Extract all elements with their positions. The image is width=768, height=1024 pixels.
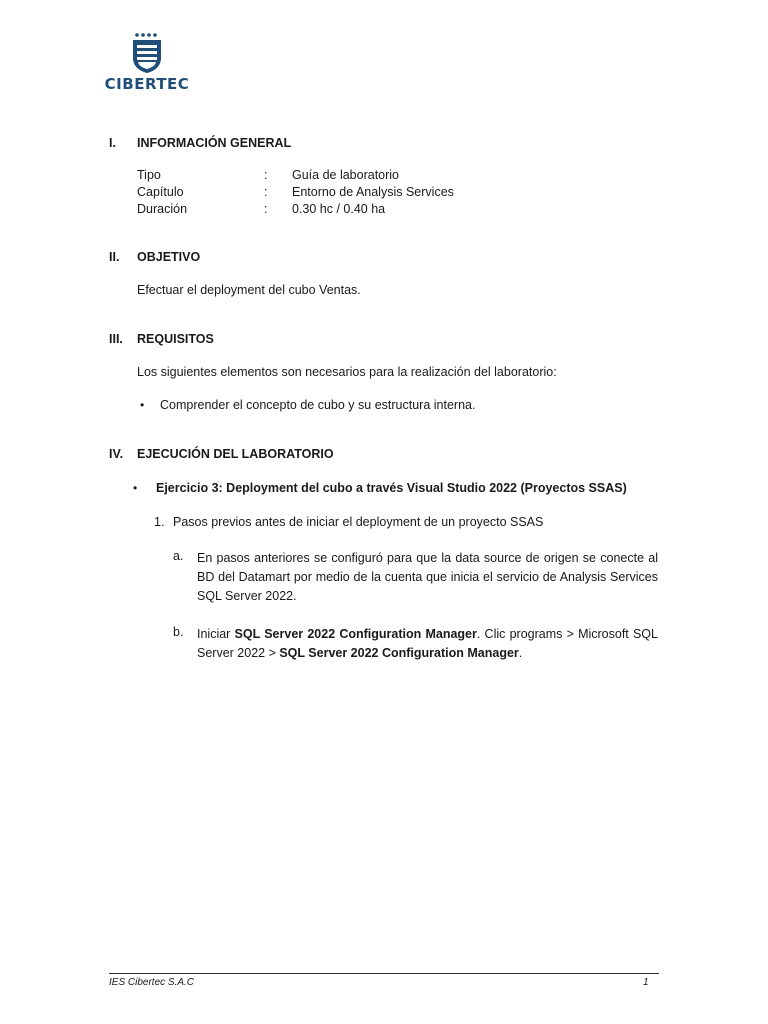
step-number: 1. — [154, 515, 165, 529]
step-text: Pasos previos antes de iniciar el deployment de un proyecto SSAS — [173, 515, 544, 529]
substep-a-text: En pasos anteriores se configuró para que la data source de origen se conecte al BD del Datamart por medio de la cuenta que inicia el servicio de Analysis Services SQL Server 2022. — [197, 551, 658, 603]
substep-b-part: . — [518, 646, 523, 660]
shield-icon — [100, 32, 194, 74]
section-title-objetivo: OBJETIVO — [137, 250, 201, 264]
info-value: 0.30 hc / 0.40 ha — [292, 202, 386, 216]
substep-b-text — [197, 625, 658, 663]
cibertec-logo — [100, 32, 194, 94]
requisitos-intro: Los siguientes elementos son necesarios para la realización del laboratorio: — [137, 365, 557, 379]
section-number: II. — [109, 250, 120, 264]
section-number: III. — [109, 332, 123, 346]
info-separator: : — [264, 202, 268, 216]
info-label: Tipo — [137, 168, 161, 182]
exercise-title: Ejercicio 3: Deployment del cubo a través Visual Studio 2022 (Proyectos SSAS) — [156, 481, 627, 495]
substep-letter: a. — [173, 549, 184, 563]
footer-divider — [109, 973, 659, 974]
objetivo-text: Efectuar el deployment del cubo Ventas. — [137, 283, 361, 297]
info-label: Capítulo — [137, 185, 184, 199]
footer-page-number: 1 — [643, 977, 649, 988]
info-separator: : — [264, 185, 268, 199]
info-value: Guía de laboratorio — [292, 168, 400, 182]
info-separator: : — [264, 168, 268, 182]
info-value: Entorno de Analysis Services — [292, 185, 454, 199]
requisito-item: Comprender el concepto de cubo y su estructura interna. — [160, 398, 476, 412]
bullet-icon: • — [140, 398, 145, 412]
substep-b-bold: SQL Server 2022 Configuration Manager — [234, 627, 477, 641]
footer-company: IES Cibertec S.A.C — [109, 977, 195, 988]
substep-letter: b. — [173, 625, 184, 639]
logo-text: CIBERTEC — [104, 75, 190, 93]
substep-b-bold: SQL Server 2022 Configuration Manager — [279, 646, 519, 660]
substep-b-part: . Clic programs > Microsoft SQL Server 2022 > — [197, 627, 658, 660]
bullet-icon: • — [133, 481, 138, 495]
section-title-ejecucion: EJECUCIÓN DEL LABORATORIO — [137, 447, 334, 461]
substep-b-part: Iniciar — [197, 627, 235, 641]
section-number: IV. — [109, 447, 124, 461]
section-title-informacion-general: INFORMACIÓN GENERAL — [137, 136, 292, 150]
info-label: Duración — [137, 202, 188, 216]
section-title-requisitos: REQUISITOS — [137, 332, 214, 346]
section-number: I. — [109, 136, 116, 150]
